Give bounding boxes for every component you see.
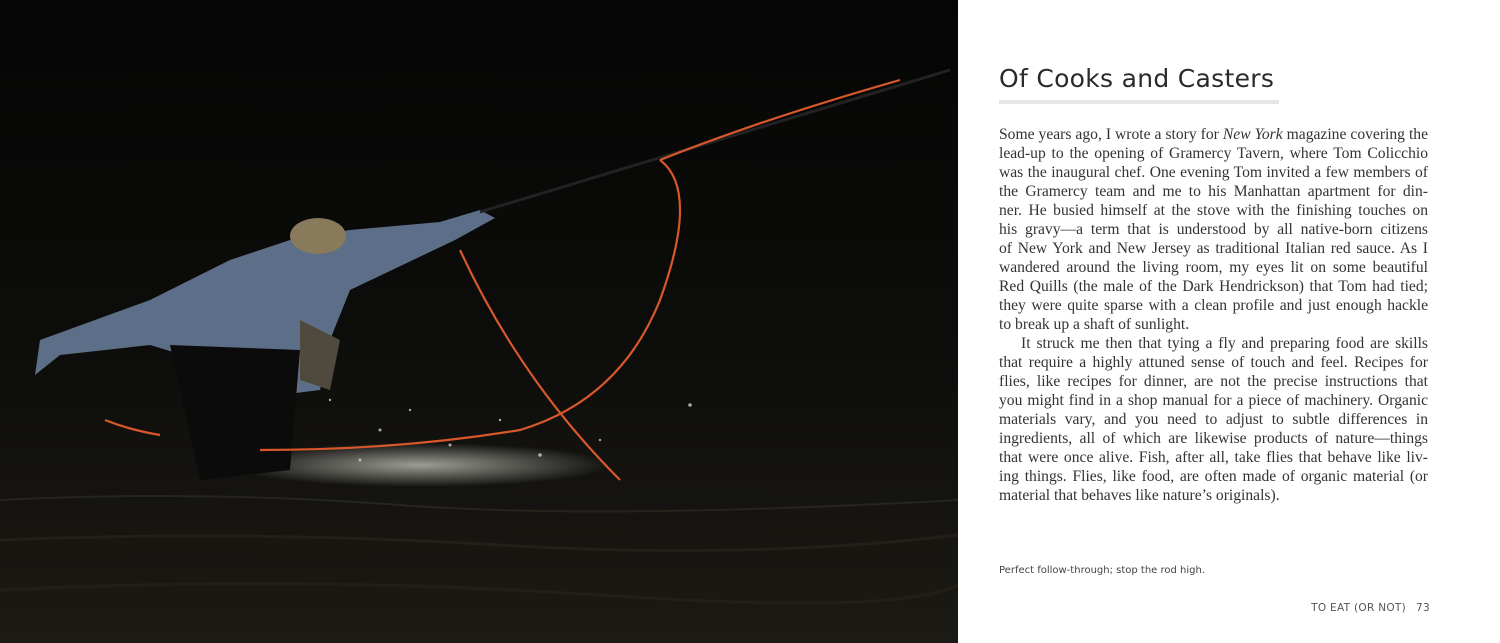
running-head: TO EAT (OR NOT) bbox=[1311, 602, 1407, 614]
text-line: Red Quills (the male of the Dark Hendrickson) that Tom had tied; bbox=[999, 278, 1428, 295]
text-line: you might find in a shop manual for a piece of machinery. Organic bbox=[999, 392, 1428, 409]
text-line: they were quite sparse with a clean profile and just enough hackle bbox=[999, 297, 1428, 314]
text-line: It struck me then that tying a fly and preparing food are skills bbox=[1021, 335, 1428, 352]
text-run: magazine covering the bbox=[1282, 126, 1429, 143]
text-line: was the inaugural chef. One evening Tom invited a few members of bbox=[999, 164, 1428, 181]
text-line bbox=[999, 125, 1428, 144]
body-text bbox=[999, 125, 1428, 505]
text-line: the Gramercy team and me to his Manhattan apartment for din- bbox=[999, 183, 1428, 200]
chapter-title: Of Cooks and Casters bbox=[999, 64, 1275, 93]
text-line: materials vary, and you need to adjust to subtle differences in bbox=[999, 411, 1428, 428]
text-line: that were once alive. Fish, after all, take flies that behave like liv- bbox=[999, 449, 1428, 466]
text-page bbox=[958, 0, 1500, 643]
title-underline bbox=[999, 100, 1279, 104]
text-line: ingredients, all of which are likewise products of nature—things bbox=[999, 430, 1428, 447]
text-line: wandered around the living room, my eyes lit on some beautiful bbox=[999, 259, 1428, 276]
text-line: his gravy—a term that is understood by all native-born citizens bbox=[999, 221, 1428, 238]
text-line: flies, like recipes for dinner, are not the precise instructions that bbox=[999, 373, 1428, 390]
text-line: lead-up to the opening of Gramercy Tavern, where Tom Colicchio bbox=[999, 145, 1428, 162]
text-line: to break up a shaft of sunlight. bbox=[999, 316, 1190, 333]
text-run: Some years ago, I wrote a story for bbox=[999, 126, 1223, 143]
text-line: that require a highly attuned sense of touch and feel. Recipes for bbox=[999, 354, 1428, 371]
italic-title: New York bbox=[1222, 126, 1283, 143]
text-line: of New York and New Jersey as traditional Italian red sauce. As I bbox=[999, 240, 1428, 257]
page-number: 73 bbox=[1416, 602, 1430, 614]
text-line: ing things. Flies, like food, are often made of organic material (or bbox=[999, 468, 1428, 485]
page-footer bbox=[1311, 602, 1430, 614]
text-line: ner. He busied himself at the stove with the finishing touches on bbox=[999, 202, 1428, 219]
photo-caption: Perfect follow-through; stop the rod high. bbox=[999, 565, 1206, 576]
text-line: material that behaves like nature’s originals). bbox=[999, 487, 1280, 504]
